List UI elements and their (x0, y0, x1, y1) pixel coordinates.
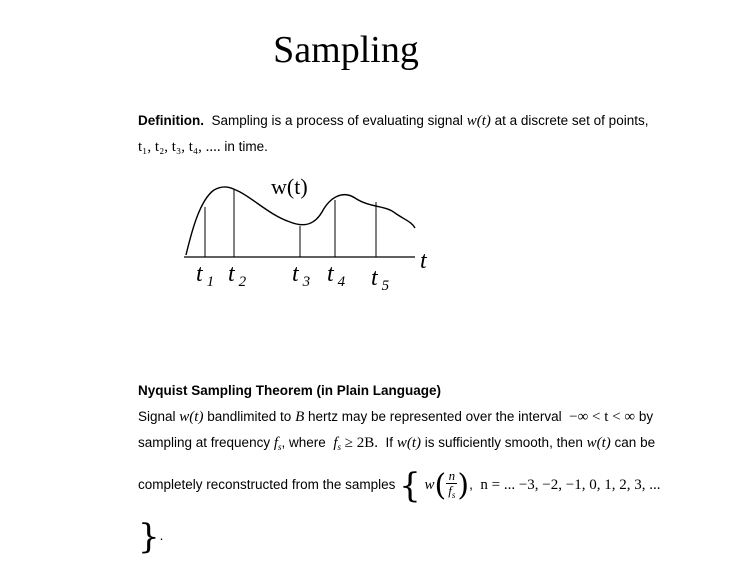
curve-label: w(t) (271, 174, 308, 199)
sample-label-1: t $_1$ (196, 261, 215, 290)
definition-text-c: in time. (224, 139, 268, 154)
definition-text-a: Sampling is a process of evaluating signal (211, 113, 463, 128)
definition-text-b: at a discrete set of points, (494, 113, 649, 128)
sample-label-5: t $_5$ (371, 265, 390, 294)
axis-label: t (420, 248, 427, 274)
nyquist-interval: −∞ < t < ∞ (569, 409, 636, 425)
definition-lead: Definition. (138, 113, 204, 128)
sample-fraction: $\frac{n}{f_s}$ (448, 467, 456, 500)
definition-signal: w(t) (466, 113, 491, 129)
nyquist-heading: Nyquist Sampling Theorem (in Plain Language) (138, 383, 442, 398)
nyquist-line3: completely reconstructed from the samples { w( $\frac{n}{f_s}$ ), n = ... −3, −2, −1, 0, 1, 2, 3, ... }. (138, 466, 661, 557)
nyquist-line2: sampling at frequency $f_s$, where $f_s \ge 2B$. If w(t) is sufficiently smooth, then w(t) can be (138, 435, 656, 452)
sample-index-set: n = ... −3, −2, −1, 0, 1, 2, 3, ... (480, 477, 661, 493)
sample-label-2: t $_2$ (228, 261, 247, 290)
definition-points: t₁, t₂, t₃, t₄, .... (138, 139, 221, 155)
slide-title: Sampling (273, 29, 419, 71)
sample-label-3: t $_3$ (292, 261, 311, 290)
nyquist-line1: Signal w(t) bandlimited to B hertz may be represented over the interval −∞ < t < ∞ by (138, 409, 654, 425)
nyquist-paragraph (138, 378, 678, 562)
sample-label-4: t $_4$ (327, 261, 346, 290)
